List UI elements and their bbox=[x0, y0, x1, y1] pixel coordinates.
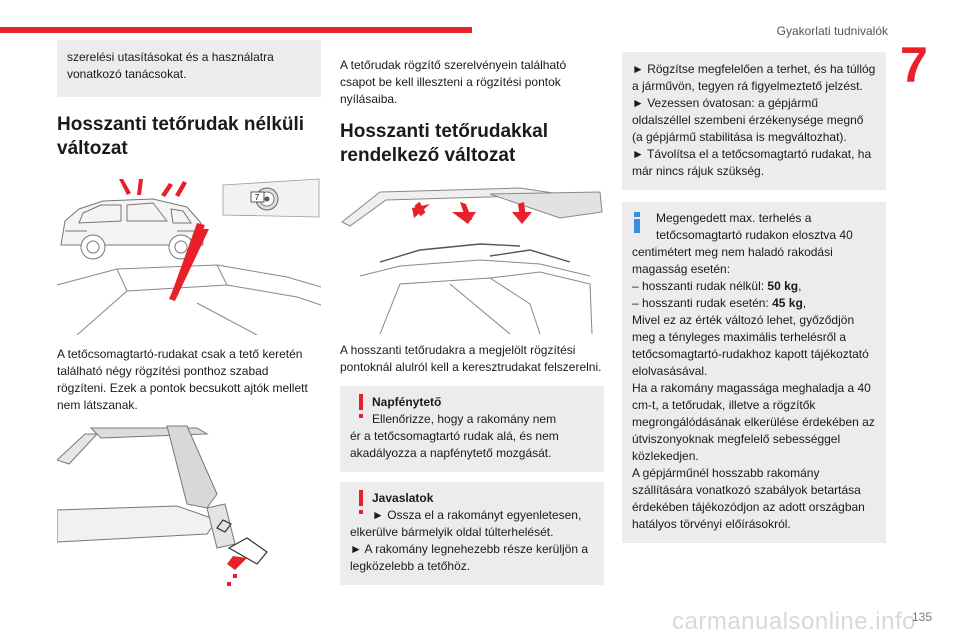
warning-sunroof-title: Napfénytető bbox=[372, 395, 442, 409]
load-value-without-rails: 50 kg bbox=[767, 279, 799, 293]
warning-advice-line1: ► Ossza el a rakományt egyenletesen, bbox=[372, 508, 582, 522]
column-left bbox=[57, 40, 321, 590]
bullet-drive-carefully: ► Vezessen óvatosan: a gépjármű oldalszéllel szembeni érzékenysége megnő (a gépjármű stabilitása is megváltozhat). bbox=[632, 96, 864, 144]
page-number: 135 bbox=[912, 610, 933, 624]
info-line2: tetőcsomagtartó rudakon elosztva 40 bbox=[656, 228, 853, 242]
intro-text: szerelési utasításokat és a használatra vonatkozó tanácsokat. bbox=[67, 50, 274, 81]
para-cross-bars: A hosszanti tetőrudakra a megjelölt rögzítési pontoknál alulról kell a keresztrudakat felszerelni. bbox=[340, 343, 602, 374]
info-para-long-load: A gépjárműnél hosszabb rakomány szállítására vonatkozó szabályok betartása érdekében tájékozódjon az adott országban hatályos törvényi előírásokról. bbox=[632, 466, 865, 531]
warning-sunroof-line1: Ellenőrizze, hogy a rakomány nem bbox=[372, 412, 557, 426]
figure-roof-without-rails bbox=[57, 173, 321, 335]
para-four-points: A tetőcsomagtartó-rudakat csak a tető keretén található négy rögzítési ponthoz szabad rögzíteni. Ezek a pontok becsukott ajtók mellett nem látszanak. bbox=[57, 347, 308, 412]
info-max-load bbox=[622, 202, 886, 543]
info-item-with-rails: – hosszanti rudak esetén: 45 kg, bbox=[632, 296, 807, 310]
section-title: Gyakorlati tudnivalók bbox=[776, 24, 888, 38]
bullet-box bbox=[622, 52, 886, 190]
heading-with-rails: Hosszanti tetőrudakkal rendelkező változat bbox=[340, 121, 548, 166]
info-line1: Megengedett max. terhelés a bbox=[656, 211, 812, 225]
warning-sunroof bbox=[340, 386, 604, 472]
warning-advice-title: Javaslatok bbox=[372, 491, 434, 505]
para-pin-insert: A tetőrudak rögzítő szerelvényein található csapot be kell illeszteni a rögzítési pontok nyílásaiba. bbox=[340, 58, 567, 106]
heading-without-rails: Hosszanti tetőrudak nélküli változat bbox=[57, 114, 305, 159]
bullet-remove-bars: ► Távolítsa el a tetőcsomagtartó rudakat, ha már nincs rájuk szükség. bbox=[632, 147, 872, 178]
warning-advice-rest1: elkerülve bármelyik oldal túlterhelését. bbox=[350, 525, 554, 539]
warning-icon bbox=[352, 490, 370, 514]
intro-box bbox=[57, 40, 321, 97]
info-para-height: Ha a rakomány magassága meghaladja a 40 cm-t, a tetőrudak, illetve a rögzítők megrongálódásának elkerülése érdekében az útviszonyoknak megfelelő sebességgel közlekedjen. bbox=[632, 381, 875, 463]
info-icon bbox=[634, 212, 640, 233]
column-middle bbox=[340, 40, 604, 585]
figure-mount-detail bbox=[57, 424, 321, 590]
info-para-check: Mivel ez az érték változó lehet, győződjön meg a tényleges maximális terhelésről a tetőcsomagtartó-rudakhoz kapott tájékoztató elolvasásával. bbox=[632, 313, 869, 378]
warning-advice-rest2: ► A rakomány legnehezebb része kerüljön a legközelebb a tetőhöz. bbox=[350, 542, 589, 573]
watermark: carmanualsonline.info bbox=[672, 608, 916, 635]
bullet-secure-load: ► Rögzítse megfelelően a terhet, és ha túllóg a járművön, tegyen rá figyelmeztető jelzést. bbox=[632, 62, 876, 93]
load-value-with-rails: 45 kg bbox=[772, 296, 803, 310]
warning-advice bbox=[340, 482, 604, 585]
figure-roof-with-rails bbox=[340, 184, 604, 334]
warning-icon bbox=[352, 394, 370, 418]
info-item-without-rails: – hosszanti rudak nélkül: 50 kg, bbox=[632, 279, 802, 293]
chapter-number: 7 bbox=[900, 37, 928, 93]
warning-sunroof-rest: ér a tetőcsomagtartó rudak alá, és nem akadályozza a napfénytető mozgását. bbox=[350, 429, 559, 460]
info-rest: centimétert meg nem haladó rakodási magasság esetén: bbox=[632, 245, 833, 276]
column-right bbox=[622, 40, 886, 543]
header-accent-bar bbox=[0, 27, 472, 33]
figure-badge-number: 7 bbox=[254, 193, 260, 202]
